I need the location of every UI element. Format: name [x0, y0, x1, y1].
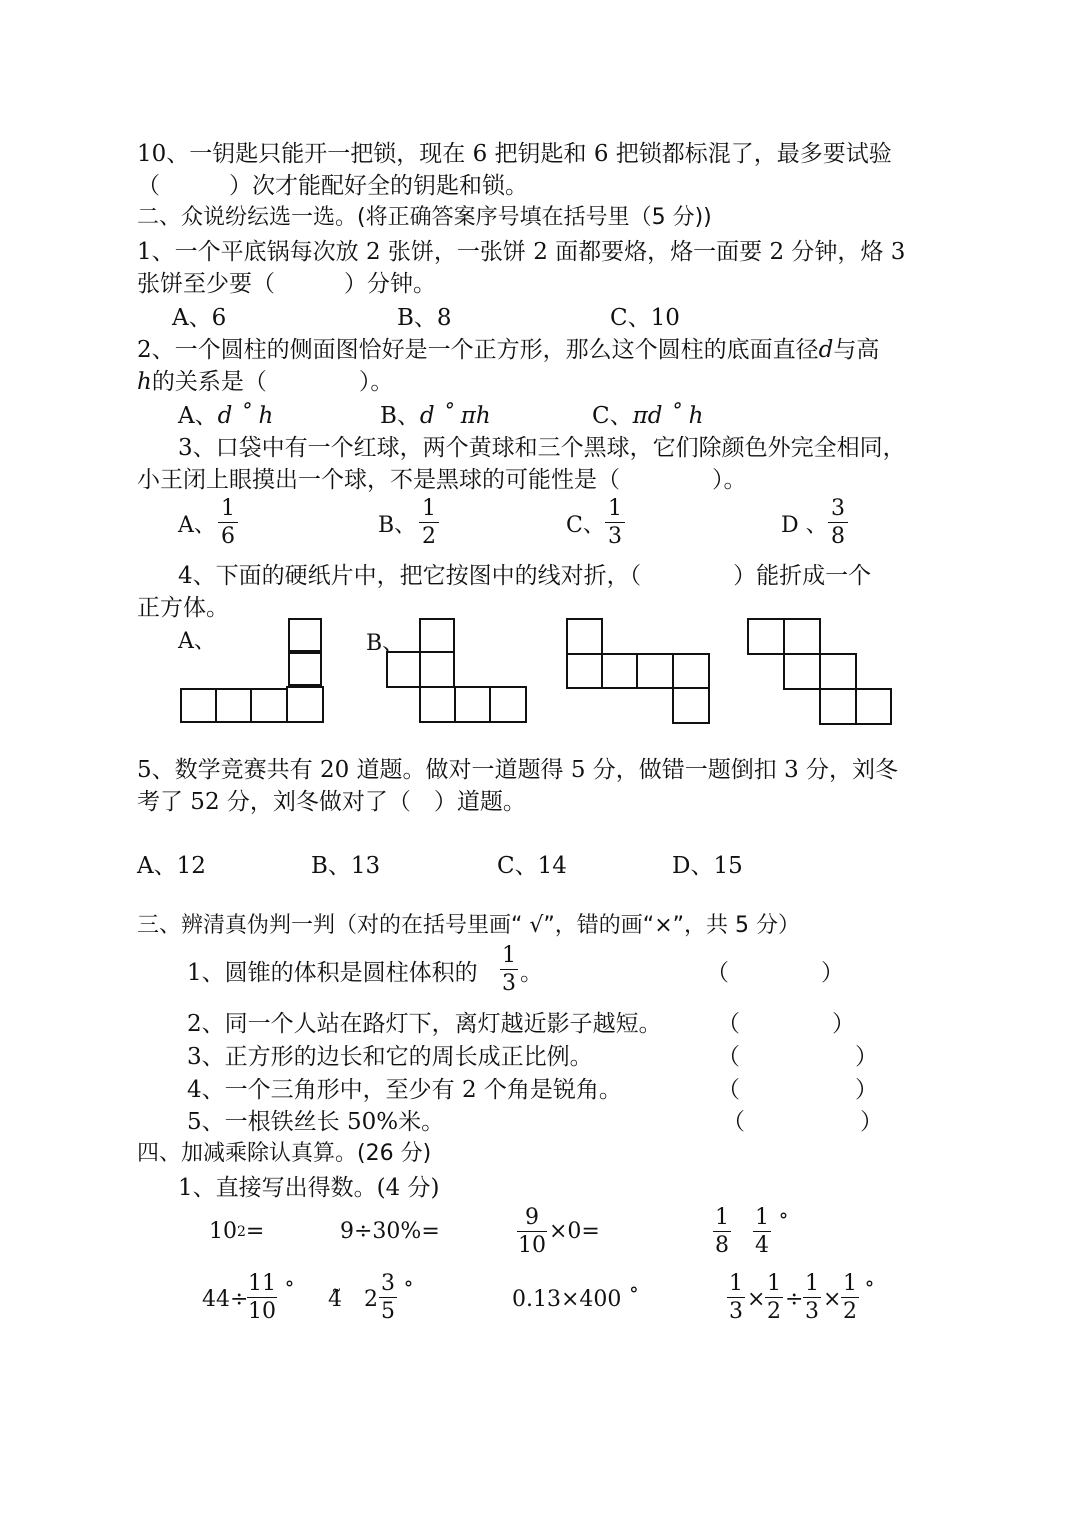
net-a-label: A、 [178, 629, 216, 654]
s4-sub1: 1、直接写出得数。(4 分) [178, 1175, 440, 1201]
calc-1-4-fraction: 1 4 [755, 1205, 769, 1258]
calc-times-zero: ×0= [549, 1219, 600, 1244]
s3-item-1-fraction: 1 3 [502, 943, 516, 996]
s2-q5-line2: 考了 52 分，刘冬做对了（ ）道题。 [137, 789, 526, 815]
s2-q3-option-a-fraction: 1 6 [218, 497, 238, 549]
s2-q3-option-c-fraction: 1 3 [605, 497, 625, 549]
calc-44-div: 44÷ [202, 1287, 249, 1312]
net-b-label: B、 [366, 631, 405, 656]
net-square [250, 688, 288, 723]
net-square [672, 653, 710, 689]
net-square [672, 687, 710, 724]
q10-line2: （ ）次才能配好全的钥匙和锁。 [137, 173, 528, 199]
s3-item-3-paren: （ ） [717, 1044, 878, 1070]
calc-0-13-times-400: 0.13×400 ˚ [512, 1287, 640, 1312]
calc-e8-fraction-2: 1 2 [767, 1271, 781, 1324]
q10-line1: 10、一钥匙只能开一把锁，现在 6 把钥匙和 6 把锁都标混了，最多要试验 [137, 141, 892, 167]
s2-q1-option-c: C、10 [610, 305, 680, 331]
calc-e8-fraction-3: 1 3 [805, 1271, 819, 1324]
net-square [419, 686, 456, 723]
net-square [419, 618, 455, 653]
calc-9-div-30pct: 9÷30%= [340, 1219, 440, 1244]
s2-q4-line1: 4、下面的硬纸片中，把它按图中的线对折，（ ）能折成一个 [178, 563, 872, 589]
calc-row2-mark-3: ˚ [864, 1281, 875, 1306]
calc-e8-fraction-1: 1 3 [729, 1271, 743, 1324]
net-square [783, 618, 821, 655]
net-square [288, 652, 322, 686]
s2-q1-option-b: B、8 [397, 305, 452, 331]
s2-q2-option-a: A、d ˚ h [178, 403, 274, 429]
s2-q3-option-c-label: C、 [566, 513, 605, 538]
net-square [419, 651, 455, 688]
s2-q1-line1: 1、一个平底锅每次放 2 张饼，一张饼 2 面都要烙，烙一面要 2 分钟，烙 3 [137, 239, 906, 265]
calc-4-term: 4̃ [328, 1287, 342, 1312]
section4-title: 四、加减乘除认真算。(26 分) [137, 1141, 432, 1166]
calc-e8-fraction-4: 1 2 [843, 1271, 857, 1324]
s2-q5-option-a: A、12 [137, 853, 206, 879]
s2-q3-line2: 小王闭上眼摸出一个球，不是黑球的可能性是（ ）。 [137, 467, 747, 493]
calc-e8-op-3: × [823, 1287, 842, 1312]
net-square [215, 688, 252, 723]
s3-item-2-paren: （ ） [717, 1011, 855, 1037]
net-square [454, 686, 491, 723]
net-square [180, 688, 217, 723]
s3-item-1-paren: （ ） [706, 960, 844, 986]
s3-item-2: 2、同一个人站在路灯下，离灯越近影子越短。 [187, 1011, 662, 1037]
s2-q2-line2: h的关系是（ ）。 [137, 369, 394, 395]
s3-item-1: 1、圆锥的体积是圆柱体积的 [187, 960, 478, 986]
s3-item-4: 4、一个三角形中，至少有 2 个角是锐角。 [187, 1077, 622, 1103]
net-square [783, 653, 821, 690]
calc-row2-mark-1: ˚ [284, 1281, 295, 1306]
s2-q3-option-d-fraction: 3 8 [828, 497, 848, 549]
net-square [747, 618, 785, 655]
section2-title: 二、众说纷纭选一选。(将正确答案序号填在括号里（5 分)) [137, 205, 712, 230]
s2-q1-option-a: A、6 [172, 305, 227, 331]
s2-q5-option-c: C、14 [497, 853, 567, 879]
net-square [855, 688, 892, 725]
net-square [819, 688, 857, 725]
net-square [566, 618, 603, 655]
calc-11-10-fraction: 11 10 [248, 1271, 276, 1324]
net-square [819, 653, 857, 690]
s3-item-1-tail: 。 [520, 960, 543, 986]
s2-q5-option-b: B、13 [311, 853, 381, 879]
net-square [288, 618, 322, 652]
net-square [286, 686, 324, 723]
s2-q3-option-b-label: B、 [378, 513, 417, 538]
s2-q3-line1: 3、口袋中有一个红球，两个黄球和三个黑球，它们除颜色外完全相同， [178, 435, 906, 461]
calc-e8-op-2: ÷ [785, 1287, 804, 1312]
net-square [601, 653, 638, 689]
net-square [566, 653, 603, 689]
s2-q3-option-a-label: A、 [178, 513, 216, 538]
calc-mixed-whole: 2 [364, 1287, 378, 1312]
s2-q5-line1: 5、数学竞赛共有 20 道题。做对一道题得 5 分，做错一题倒扣 3 分，刘冬 [137, 757, 899, 783]
s3-item-4-paren: （ ） [717, 1077, 878, 1103]
s2-q3-option-b-fraction: 1 2 [419, 497, 439, 549]
net-square [489, 686, 527, 723]
net-square [386, 651, 421, 688]
calc-1-8-fraction: 1 8 [715, 1205, 729, 1258]
section3-title: 三、辨清真伪判一判（对的在括号里画“ √”，错的画“×”，共 5 分） [137, 913, 801, 938]
net-square [636, 653, 674, 689]
s2-q2-option-c: C、πd ˚ h [592, 403, 704, 429]
s3-item-5-paren: （ ） [722, 1109, 883, 1135]
calc-row2-mark-2: ˚ [403, 1281, 414, 1306]
calc-row1-mark: ˚ [778, 1213, 789, 1238]
s2-q3-option-d-label: D 、 [781, 513, 828, 538]
s2-q1-line2: 张饼至少要（ ）分钟。 [137, 271, 436, 297]
s2-q2-option-b: B、d ˚ πh [380, 403, 491, 429]
calc-9-10-fraction: 9 10 [518, 1205, 546, 1258]
s2-q5-option-d: D、15 [672, 853, 743, 879]
s3-item-3: 3、正方形的边长和它的周长成正比例。 [187, 1044, 593, 1070]
s2-q2-line1: 2、一个圆柱的侧面图恰好是一个正方形，那么这个圆柱的底面直径d与高 [137, 337, 880, 363]
s2-q4-line2: 正方体。 [137, 595, 229, 621]
calc-e8-op-1: × [747, 1287, 766, 1312]
calc-ten-squared: $10^2=$ [209, 1219, 265, 1244]
s3-item-5: 5、一根铁丝长 50%米。 [187, 1109, 445, 1135]
calc-3-5-fraction: 3 5 [381, 1271, 395, 1324]
